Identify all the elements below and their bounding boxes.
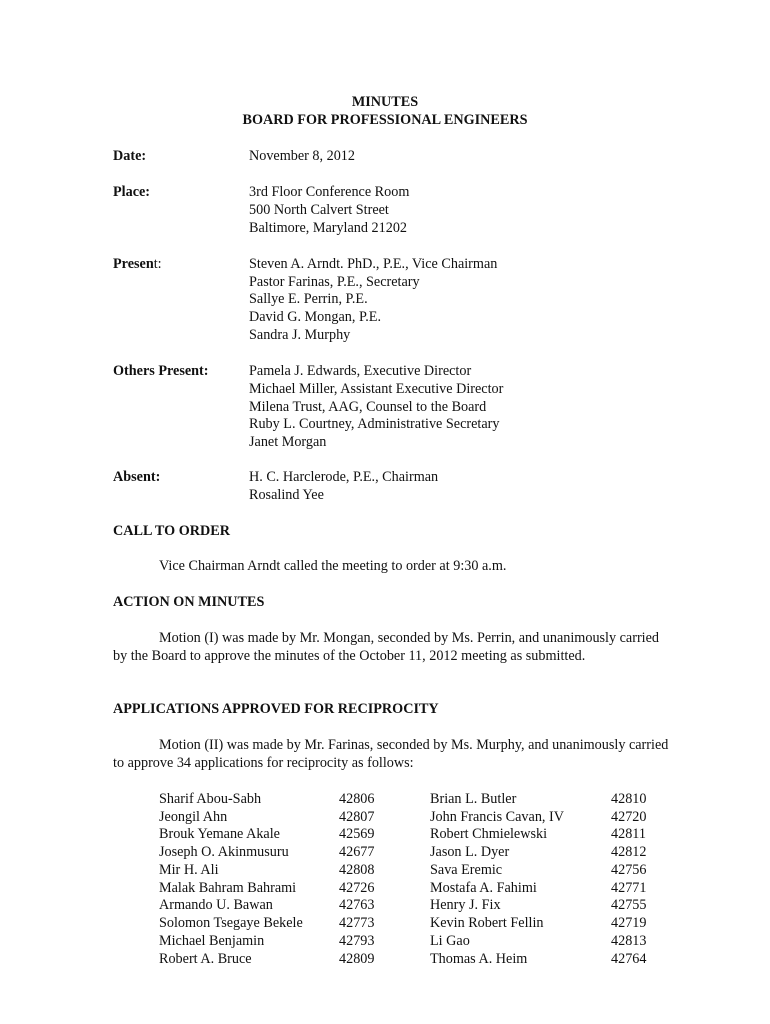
applicant-name: Sava Eremic [430, 862, 503, 878]
applicant-name: Solomon Tsegaye Bekele [159, 915, 303, 931]
date-value: November 8, 2012 [249, 148, 355, 164]
applicant-name: Jeongil Ahn [159, 809, 228, 825]
place-line: Baltimore, Maryland 21202 [249, 220, 408, 236]
board-name: BOARD FOR PROFESSIONAL ENGINEERS [242, 112, 528, 128]
license-number: 42793 [339, 933, 375, 949]
others-present-member: Janet Morgan [249, 434, 327, 450]
license-number: 42806 [339, 791, 375, 807]
license-number: 42720 [611, 809, 647, 825]
others-present-member: Milena Trust, AAG, Counsel to the Board [249, 399, 487, 415]
license-number: 42808 [339, 862, 375, 878]
others-present-member: Michael Miller, Assistant Executive Director [249, 381, 504, 397]
license-number: 42764 [611, 951, 647, 967]
place-line: 3rd Floor Conference Room [249, 184, 410, 200]
applicant-name: Brian L. Butler [430, 791, 517, 807]
reciprocity-text: Motion (II) was made by Mr. Farinas, seconded by Ms. Murphy, and unanimously carried to approve 34 applications for reciprocity as follows: [113, 737, 669, 771]
applicant-name: Jason L. Dyer [430, 844, 510, 860]
license-number: 42773 [339, 915, 375, 931]
present-member: David G. Mongan, P.E. [249, 309, 382, 325]
applicant-name: Joseph O. Akinmusuru [159, 844, 289, 860]
license-number: 42763 [339, 897, 375, 913]
license-number: 42813 [611, 933, 647, 949]
present-member: Sallye E. Perrin, P.E. [249, 291, 368, 307]
action-on-minutes-paragraph [113, 630, 673, 666]
document-title: MINUTES [351, 94, 419, 110]
action-on-minutes-heading: ACTION ON MINUTES [113, 594, 265, 610]
applicant-name: Kevin Robert Fellin [430, 915, 544, 931]
absent-label: Absent: [113, 469, 161, 485]
place-line: 500 North Calvert Street [249, 202, 389, 218]
applicant-name: Henry J. Fix [430, 897, 501, 913]
call-to-order-text: Vice Chairman Arndt called the meeting to order at 9:30 a.m. [159, 558, 507, 574]
applicant-name: Li Gao [430, 933, 470, 949]
others-present-member: Pamela J. Edwards, Executive Director [249, 363, 472, 379]
applicant-name: Brouk Yemane Akale [159, 826, 280, 842]
present-member: Pastor Farinas, P.E., Secretary [249, 274, 420, 290]
place-label: Place: [113, 184, 151, 200]
absent-member: Rosalind Yee [249, 487, 324, 503]
license-number: 42810 [611, 791, 647, 807]
present-member: Steven A. Arndt. PhD., P.E., Vice Chairman [249, 256, 498, 272]
reciprocity-heading: APPLICATIONS APPROVED FOR RECIPROCITY [113, 701, 439, 717]
license-number: 42812 [611, 844, 647, 860]
others-present-member: Ruby L. Courtney, Administrative Secretary [249, 416, 500, 432]
date-label: Date: [113, 148, 147, 164]
present-label [113, 256, 162, 274]
license-number: 42807 [339, 809, 375, 825]
applicant-name: Robert Chmielewski [430, 826, 548, 842]
applicant-name: Malak Bahram Bahrami [159, 880, 297, 896]
present-label-bold: Presen [113, 256, 154, 272]
present-label-rest: t: [153, 256, 162, 272]
applicant-name: Mostafa A. Fahimi [430, 880, 537, 896]
applicant-name: Robert A. Bruce [159, 951, 252, 967]
action-on-minutes-text: Motion (I) was made by Mr. Mongan, seconded by Ms. Perrin, and unanimously carried by the Board to approve the minutes of the October 11, 2012 meeting as submitted. [113, 630, 660, 664]
license-number: 42771 [611, 880, 647, 896]
others-present-label: Others Present: [113, 363, 209, 379]
license-number: 42811 [611, 826, 646, 842]
present-member: Sandra J. Murphy [249, 327, 351, 343]
applicant-name: Sharif Abou-Sabh [159, 791, 262, 807]
license-number: 42726 [339, 880, 375, 896]
absent-member: H. C. Harclerode, P.E., Chairman [249, 469, 439, 485]
license-number: 42756 [611, 862, 647, 878]
license-number: 42755 [611, 897, 647, 913]
applicant-name: John Francis Cavan, IV [430, 809, 564, 825]
license-number: 42719 [611, 915, 647, 931]
call-to-order-heading: CALL TO ORDER [113, 523, 230, 539]
applicant-name: Michael Benjamin [159, 933, 265, 949]
applicant-name: Armando U. Bawan [159, 897, 273, 913]
reciprocity-paragraph [113, 737, 673, 773]
license-number: 42569 [339, 826, 375, 842]
applicant-name: Thomas A. Heim [430, 951, 528, 967]
applicant-name: Mir H. Ali [159, 862, 219, 878]
license-number: 42677 [339, 844, 375, 860]
license-number: 42809 [339, 951, 375, 967]
